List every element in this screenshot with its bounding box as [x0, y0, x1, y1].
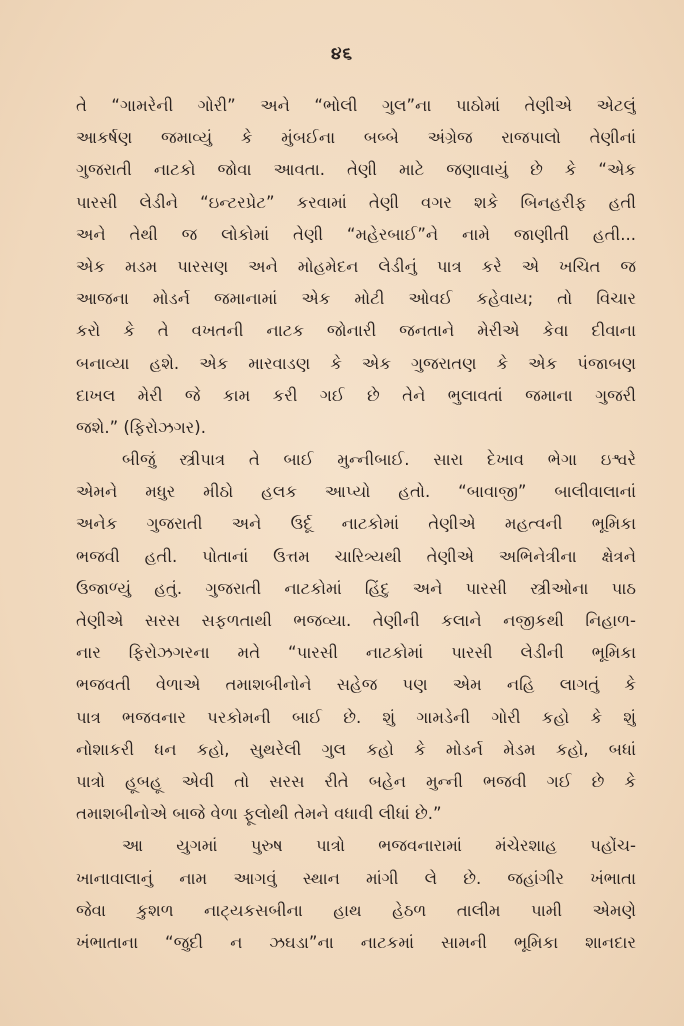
text-line: નાર ફિરોઝગરના મતે “પારસી નાટકોમાં પારસી લેડીની ભૂમિકા	[76, 643, 636, 663]
text-line: અનેક ગુજરાતી અને ઉર્દૂ નાટકોમાં તેણીએ મહત્વની ભૂમિકા	[76, 514, 636, 534]
text-line: એમને મધુર મીઠો હલક આપ્યો હતો. “બાવાજી” બાલીવાલાનાં	[76, 482, 636, 502]
text-line: બનાવ્યા હશે. એક મારવાડણ કે એક ગુજરાતણ કે એક પંજાબણ	[76, 353, 636, 373]
text-line: આકર્ષણ જમાવ્યું કે મુંબઈના બબ્બે અંગ્રેજ રાજપાલો તેણીનાં	[76, 128, 636, 148]
text-line: પારસી લેડીને “ઇન્ટરપ્રેટ” કરવામાં તેણી વગર શકે બિનહરીફ હતી	[76, 192, 636, 212]
text-line: જેવા કુશળ નાટ્યકસબીના હાથ હેઠળ તાલીમ પામી એમણે	[76, 900, 636, 920]
text-line: પાત્ર ભજવનાર પરકોમની બાઈ છે. શું ગામડેની ગોરી કહો કે શું	[76, 707, 636, 727]
text-line: તેણીએ સરસ સફળતાથી ભજવ્યા. તેણીની કલાને નજીકથી નિહાળ-	[76, 611, 636, 630]
text-line: આ યુગમાં પુરુષ પાત્રો ભજવનારામાં મંચેરશાહ પહોંચ-	[122, 836, 636, 856]
body-text	[76, 90, 636, 959]
paragraph	[76, 90, 636, 444]
text-line: દાખલ મેરી જે કામ કરી ગઈ છે તેને ભુલાવતાં જમાના ગુજરી	[76, 385, 636, 405]
text-line: કરો કે તે વખતની નાટક જોનારી જનતાને મેરીએ કેવા દીવાના	[76, 321, 636, 341]
text-line: ભજવતી વેળાએ તમાશબીનોને સહેજ પણ એમ નહિ લાગતું કે	[76, 675, 636, 695]
text-line: તમાશબીનોએ બાજે વેળા ફૂલોથી તેમને વધાવી લીધાં છે.”	[76, 804, 442, 824]
text-line: અને તેથી જ લોકોમાં તેણી “મહેરબાઈ”ને નામે જાણીતી હતી...	[76, 224, 636, 244]
text-line: જશે.” (ફિરોઝગર).	[76, 417, 206, 437]
text-line: ખંભાતાના “જુદી ન ઝઘડા”ના નાટકમાં સામની ભૂમિકા શાનદાર	[76, 932, 636, 952]
text-line: આજના મોડર્ન જમાનામાં એક મોટી ઓવઈ કહેવાય; તો વિચાર	[76, 289, 636, 309]
text-line: ઉજાળ્યું હતું. ગુજરાતી નાટકોમાં હિંદુ અને પારસી સ્ત્રીઓના પાઠ	[76, 578, 636, 598]
text-line: પાત્રો હૂબહૂ એવી તો સરસ રીતે બહેન મુન્ની ભજવી ગઈ છે કે	[76, 771, 636, 791]
text-line: ખાનાવાલાનું નામ આગવું સ્થાન માંગી લે છે. જહાંગીર ખંભાતા	[76, 868, 636, 888]
text-line: તે “ગામરેની ગોરી” અને “ભોલી ગુલ”ના પાઠોમાં તેણીએ એટલું	[76, 96, 636, 115]
text-line: ભજવી હતી. પોતાનાં ઉત્તમ ચારિત્ર્યથી તેણીએ અભિનેત્રીના ક્ષેત્રને	[76, 546, 636, 566]
text-line: ગુજરાતી નાટકો જોવા આવતા. તેણી માટે જણાવાયું છે કે “એક	[76, 160, 636, 180]
paragraph	[76, 444, 636, 830]
text-line: એક મડમ પારસણ અને મોહમેદન લેડીનું પાત્ર કરે એ ખચિત જ	[76, 256, 636, 276]
text-line: નોશાકરી ધન કહો, સુથરેલી ગુલ કહો કે મોડર્ન મેડમ કહો, બધાં	[76, 739, 636, 759]
page-number: ૪૬	[330, 44, 354, 64]
paragraph	[76, 830, 636, 959]
text-line: બીજું સ્ત્રીપાત્ર તે બાઈ મુન્નીબાઈ. સારા દેખાવ ભેગા ઇશ્વરે	[122, 450, 636, 470]
